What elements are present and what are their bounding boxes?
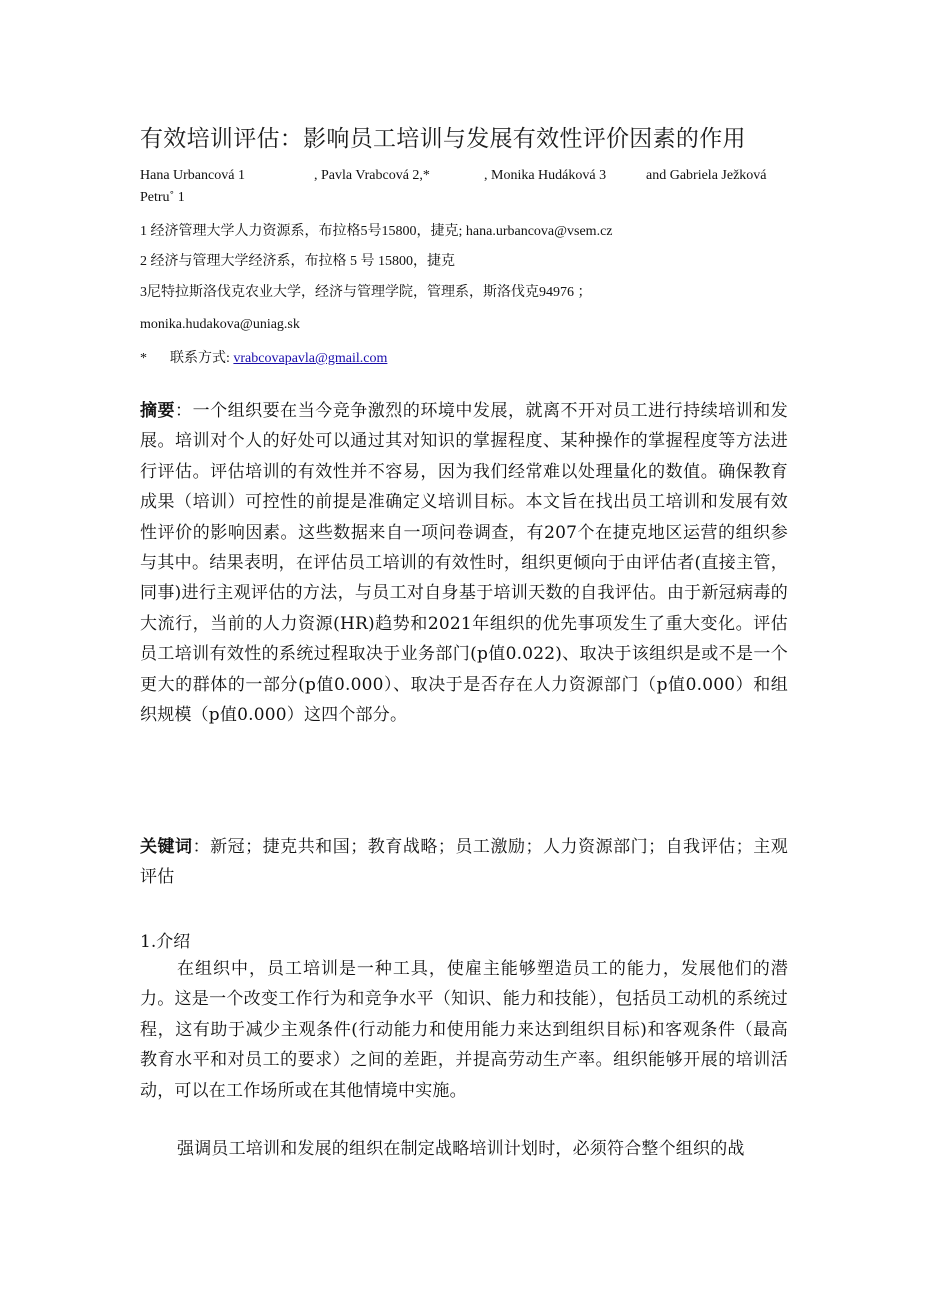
affiliation-2: 2 经济与管理大学经济系，布拉格 5 号 15800，捷克 <box>140 254 455 269</box>
author-4: and Gabriela Ježková <box>646 168 767 183</box>
author-5: Petru˚ 1 <box>140 190 185 205</box>
contact-line <box>140 347 387 367</box>
contact-label: 联系方式: <box>170 351 234 366</box>
intro-paragraph-2: 强调员工培训和发展的组织在制定战略培训计划时，必须符合整个组织的战 <box>177 1139 745 1159</box>
abstract-label: 摘要 <box>140 401 176 421</box>
keywords-label: 关键词 <box>140 837 193 857</box>
abstract-paragraph <box>140 396 788 730</box>
affiliation-3: 3尼特拉斯洛伐克农业大学，经济与管理学院，管理系，斯洛伐克94976 ； <box>140 285 592 300</box>
section-heading-intro: 1.介绍 <box>140 932 191 952</box>
paper-title: 有效培训评估：影响员工培训与发展有效性评价因素的作用 <box>140 126 746 152</box>
author-3: , Monika Hudáková 3 <box>484 168 607 183</box>
affiliation-1: 1 经济管理大学人力资源系，布拉格5号15800，捷克; hana.urbancova@vsem.cz <box>140 224 613 239</box>
keywords-paragraph <box>140 832 788 893</box>
intro-paragraph-1: 在组织中，员工培训是一种工具，使雇主能够塑造员工的能力，发展他们的潜力。这是一个改变工作行为和竞争水平（知识、能力和技能），包括员工动机的系统过程，这有助于减少主观条件(行动能力和使用能力来达到组织目标)和客观条件（最高教育水平和对员工的要求）之间的差距，并提高劳动生产率。组织能够开展的培训活动，可以在工作场所或在其他情境中实施。 <box>140 959 788 1101</box>
keywords-text: ：新冠；捷克共和国；教育战略；员工激励；人力资源部门；自我评估；主观评估 <box>140 837 788 888</box>
contact-email-link[interactable]: vrabcovapavla@gmail.com <box>233 351 388 366</box>
contact-asterisk: * <box>140 351 147 366</box>
author-1: Hana Urbancová 1 <box>140 168 245 183</box>
author-2: , Pavla Vrabcová 2,* <box>314 168 430 183</box>
abstract-text: ：一个组织要在当今竞争激烈的环境中发展，就离不开对员工进行持续培训和发展。培训对个人的好处可以通过其对知识的掌握程度、某种操作的掌握程度等方法进行评估。评估培训的有效性并不容易，因为我们经常难以处理量化的数值。确保教育成果（培训）可控性的前提是准确定义培训目标。本文旨在找出员工培训和发展有效性评价的影响因素。这些数据来自一项问卷调查，有207个在捷克地区运营的组织参与其中。结果表明，在评估员工培训的有效性时，组织更倾向于由评估者(直接主管，同事)进行主观评估的方法，与员工对自身基于培训天数的自我评估。由于新冠病毒的大流行，当前的人力资源(HR)趋势和2021年组织的优先事项发生了重大变化。评估员工培训有效性的系统过程取决于业务部门(p值0.022)、取决于该组织是或不是一个更大的群体的一部分(p值0.000）、取决于是否存在人力资源部门（p值0.000）和组织规模（p值0.000）这四个部分。 <box>140 401 788 726</box>
affiliation-email: monika.hudakova@uniag.sk <box>140 317 300 332</box>
